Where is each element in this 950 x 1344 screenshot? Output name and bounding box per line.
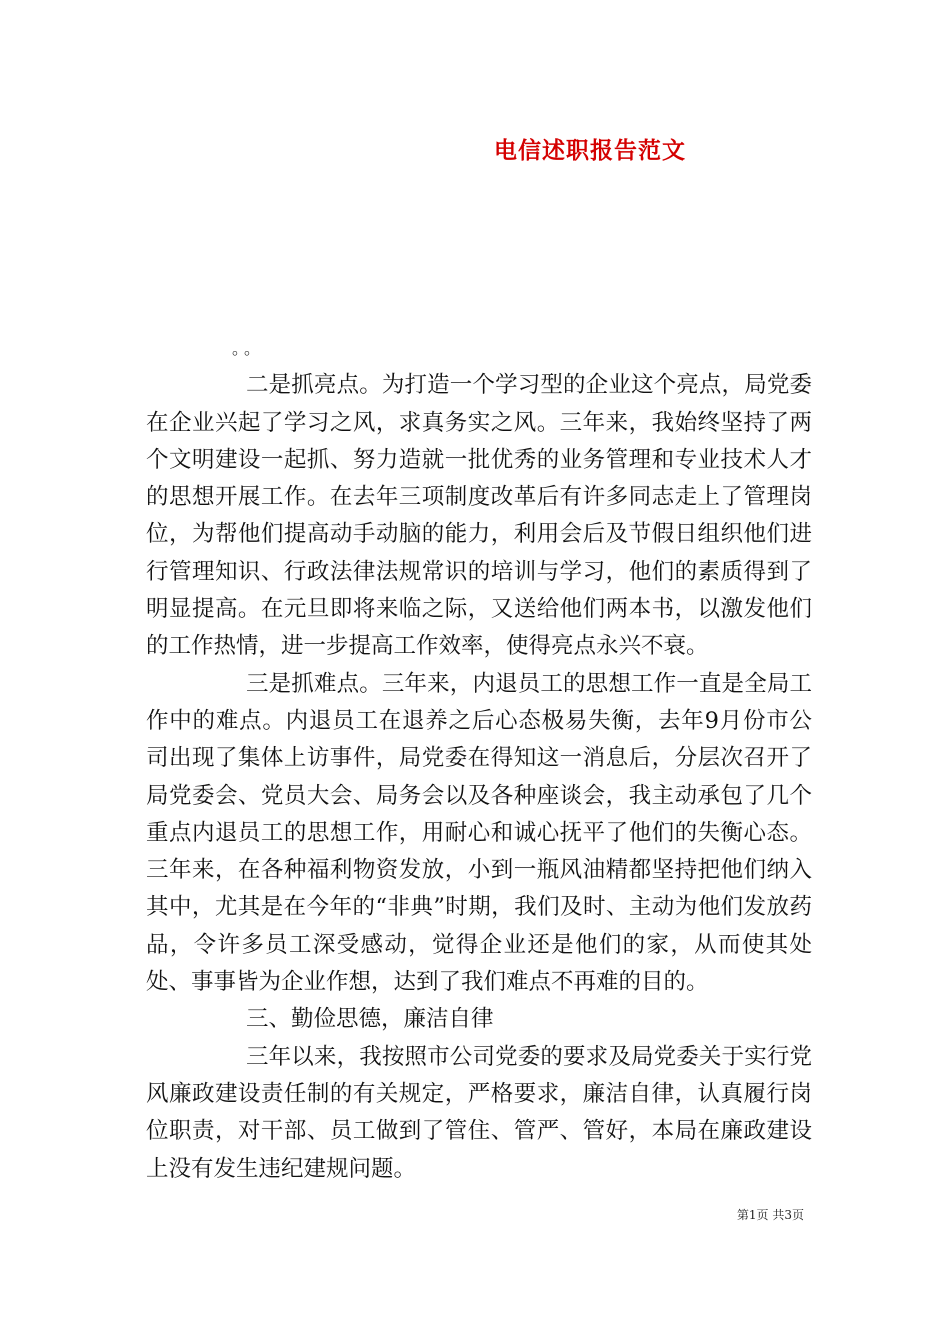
paragraph-integrity: 三年以来，我按照市公司党委的要求及局党委关于实行党风廉政建设责任制的有关规定，严格要求，廉洁自律，认真履行岗位职责，对干部、员工做到了管住、管严、管好，本局在廉政建设上没有发生违纪建规问题。 <box>146 1043 812 1182</box>
document-title: 电信述职报告范文 <box>494 137 686 164</box>
document-body <box>146 330 812 1188</box>
paragraph-highlight: 二是抓亮点。为打造一个学习型的企业这个亮点，局党委在企业兴起了学习之风，求真务实之风。三年来，我始终坚持了两个文明建设一起抓、努力造就一批优秀的业务管理和专业技术人才的思想开展工作。在去年三项制度改革后有许多同志走上了管理岗位，为帮他们提高动手动脑的能力，利用会后及节假日组织他们进行管理知识、行政法律法规常识的培训与学习，他们的素质得到了明显提高。在元旦即将来临之际，又送给他们两本书，以激发他们的工作热情，进一步提高工作效率，使得亮点永兴不衰。 <box>146 372 812 660</box>
section-heading-integrity: 三、勤俭思德，廉洁自律 <box>246 1006 494 1033</box>
paragraph-difficulty: 三是抓难点。三年来，内退员工的思想工作一直是全局工作中的难点。内退员工在退养之后心态极易失衡，去年9月份市公司出现了集体上访事件，局党委在得知这一消息后，分层次召开了局党委会、党员大会、局务会以及各种座谈会，我主动承包了几个重点内退员工的思想工作，用耐心和诚心抚平了他们的失衡心态。三年来，在各种福利物资发放，小到一瓶风油精都坚持把他们纳入其中，尤其是在今年的“非典”时期，我们及时、主动为他们发放药品，令许多员工深受感动，觉得企业还是他们的家，从而使其处处、事事皆为企业作想，达到了我们难点不再难的目的。 <box>146 670 812 996</box>
ellipsis-marks: 。。 <box>232 339 265 358</box>
page-number: 第1页 共3页 <box>736 1208 804 1222</box>
